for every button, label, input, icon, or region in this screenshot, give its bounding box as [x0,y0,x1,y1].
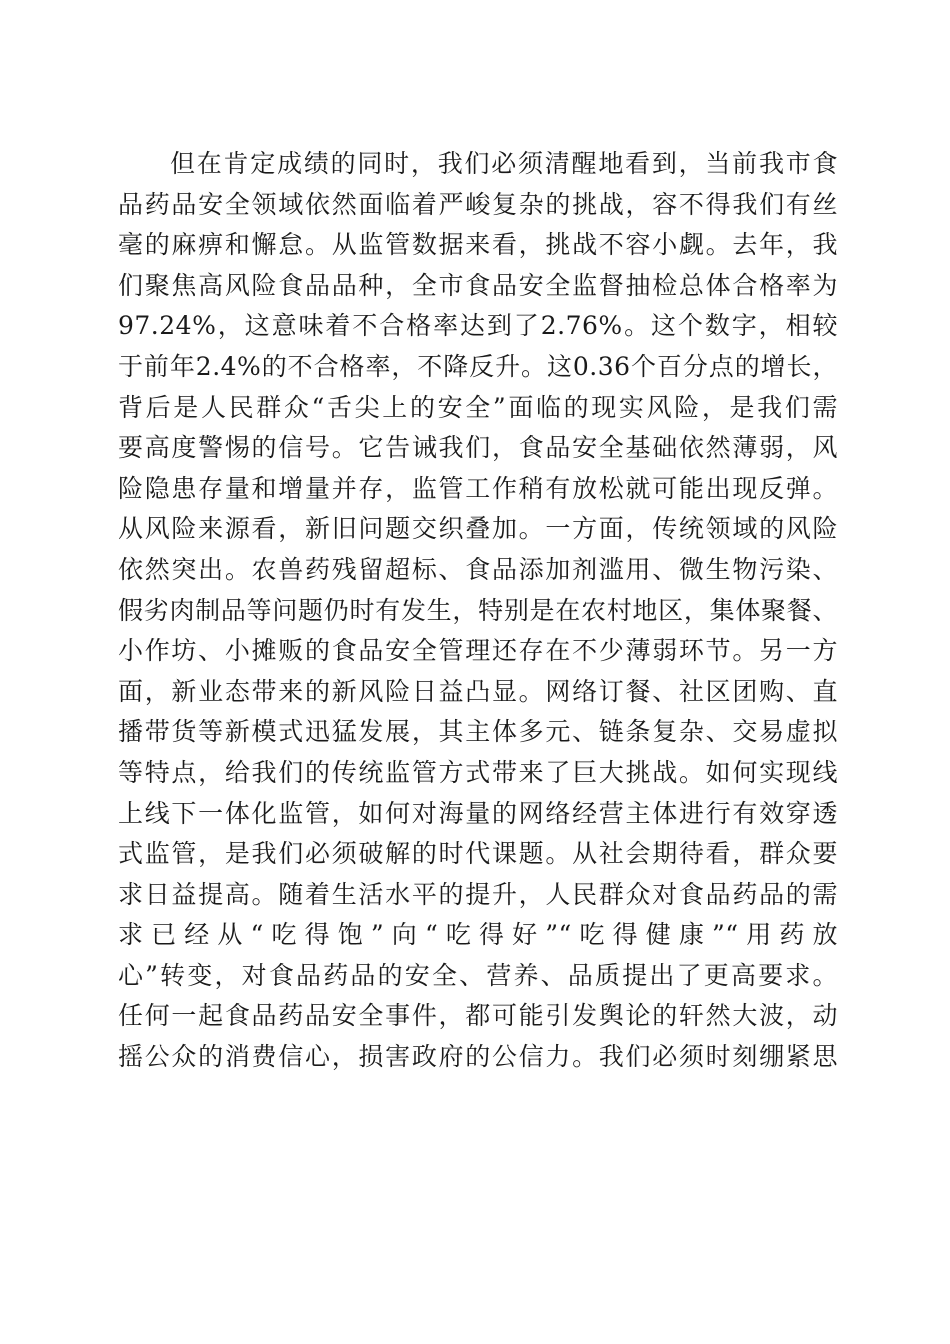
paragraph-line-6: 于前年2.4%的不合格率，不降反升。这0.36个百分点的增长， [118,351,838,381]
paragraph-line-18: 式监管，是我们必须破解的时代课题。从社会期待看，群众要 [118,839,838,869]
paragraph-line-23: 摇公众的消费信心，损害政府的公信力。我们必须时刻绷紧思 [118,1042,838,1072]
paragraph-line-14: 面，新业态带来的新风险日益凸显。网络订餐、社区团购、直 [118,676,838,706]
paragraph-line-13: 小作坊、小摊贩的食品安全管理还存在不少薄弱环节。另一方 [118,636,838,666]
paragraph-line-16: 等特点，给我们的传统监管方式带来了巨大挑战。如何实现线 [118,757,838,787]
paragraph-line-3: 毫的麻痹和懈怠。从监管数据来看，挑战不容小觑。去年，我 [118,230,838,260]
paragraph-line-10: 从风险来源看，新旧问题交织叠加。一方面，传统领域的风险 [118,514,838,544]
paragraph-line-1: 但在肯定成绩的同时，我们必须清醒地看到，当前我市食 [170,149,838,178]
paragraph-line-12: 假劣肉制品等问题仍时有发生，特别是在农村地区，集体聚餐、 [118,595,838,625]
paragraph-line-2: 品药品安全领域依然面临着严峻复杂的挑战，容不得我们有丝 [118,189,838,219]
paragraph-line-7: 背后是人民群众“舌尖上的安全”面临的现实风险，是我们需 [118,392,838,422]
paragraph-line-11: 依然突出。农兽药残留超标、食品添加剂滥用、微生物污染、 [118,554,838,584]
paragraph-line-22: 任何一起食品药品安全事件，都可能引发舆论的轩然大波，动 [118,1001,838,1031]
paragraph-line-17: 上线下一体化监管，如何对海量的网络经营主体进行有效穿透 [118,798,838,828]
paragraph-line-21: 心”转变，对食品药品的安全、营养、品质提出了更高要求。 [118,960,838,990]
paragraph-line-20: 求已经从“吃得饱”向“吃得好”“吃得健康”“用药放 [118,920,838,950]
paragraph-line-19: 求日益提高。随着生活水平的提升，人民群众对食品药品的需 [118,879,838,909]
body-paragraph [118,144,838,1078]
paragraph-line-4: 们聚焦高风险食品品种，全市食品安全监督抽检总体合格率为 [118,270,838,300]
paragraph-line-15: 播带货等新模式迅猛发展，其主体多元、链条复杂、交易虚拟 [118,717,838,747]
paragraph-line-5: 97.24%，这意味着不合格率达到了2.76%。这个数字，相较 [118,311,838,341]
paragraph-line-9: 险隐患存量和增量并存，监管工作稍有放松就可能出现反弹。 [118,473,838,503]
paragraph-line-8: 要高度警惕的信号。它告诫我们，食品安全基础依然薄弱，风 [118,433,838,463]
